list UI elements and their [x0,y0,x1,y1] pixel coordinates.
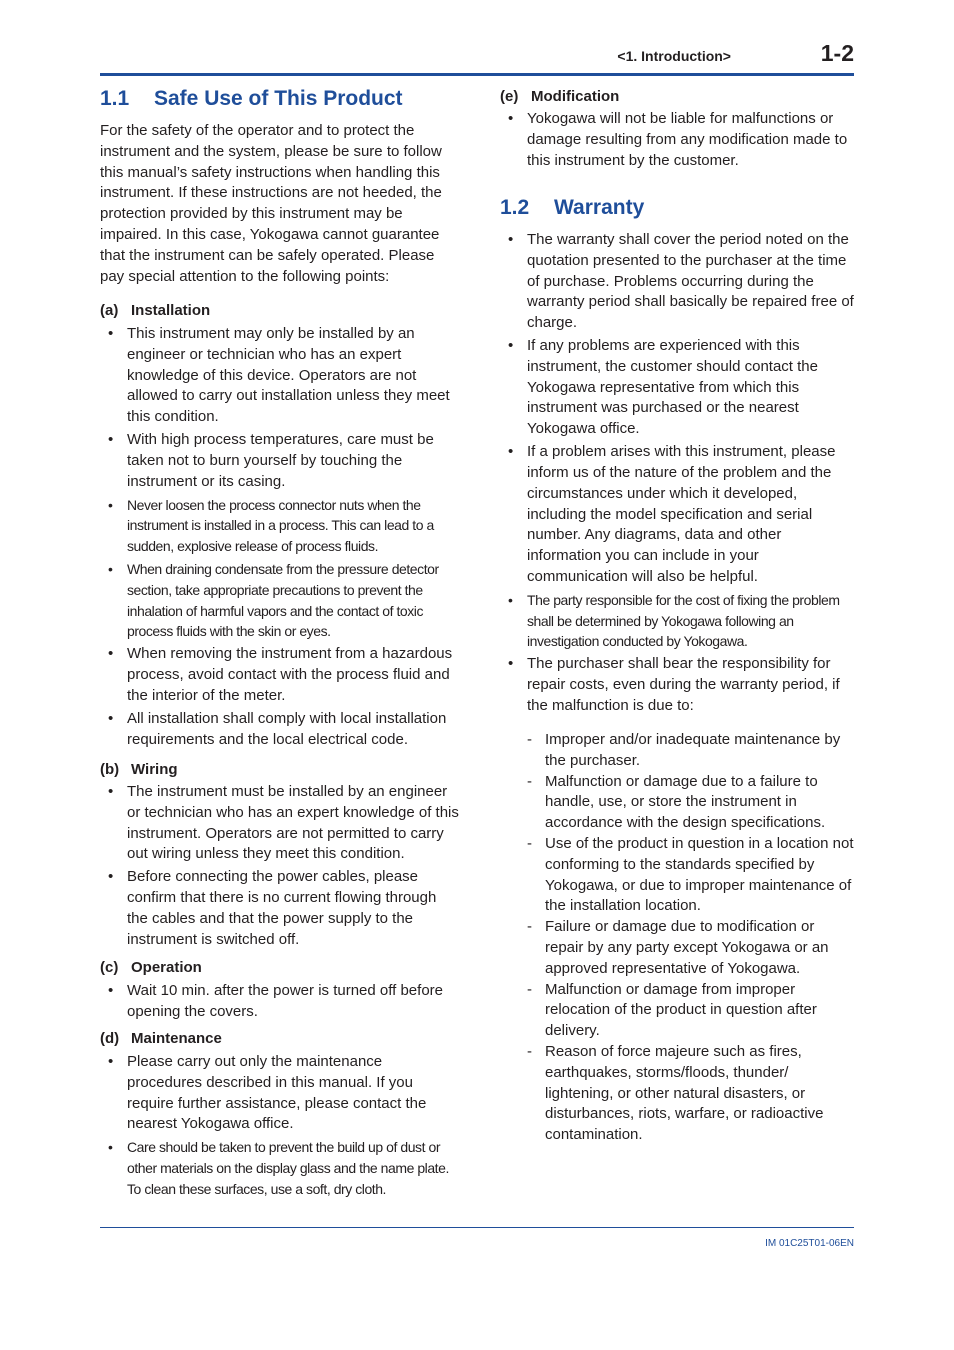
list-item: • Before connecting the power cables, please confirm that there is no current flowing through the cables and that the power supply to the instrument is switched off. [108,868,437,948]
subheading-label: (e) [500,88,519,105]
list-item: - Malfunction or damage due to a failure to handle, use, or store the instrument in accordance with the design specifications. [527,772,826,832]
footer-rule [100,1227,854,1228]
list-item: • Wait 10 min. after the power is turned off before opening the covers. [108,982,443,1020]
section-number: 1.1 [100,87,130,110]
list-item-text: If a problem arises with this instrument, please inform us of the nature of the problem and the circumstances under which it developed, including the model specification and serial number. Any diagrams, data and other information you can include in your communication will also be helpful. [527,443,836,585]
maintenance-list [100,1052,460,1202]
list-item-text: Wait 10 min. after the power is turned off before opening the covers. [127,982,443,1020]
subheading-modification [500,88,619,105]
list-item: • Please carry out only the maintenance procedures described in this manual. If you require further assistance, please contact the nearest Yokogawa office. [108,1053,427,1133]
list-item: • When draining condensate from the pressure detector section, take appropriate precautions to prevent the inhalation of harmful vapors and the contact of toxic process fluids with the skin or eyes. [108,561,439,640]
list-item-text: The purchaser shall bear the responsibility for repair costs, even during the warranty period, if the malfunction is due to: [527,655,840,714]
list-item: - Malfunction or damage from improper relocation of the product in question after delivery. [527,980,817,1040]
list-item: • The party responsible for the cost of fixing the problem shall be determined by Yokogawa following an investigation conducted by Yokogawa. [508,591,840,650]
section-title: Safe Use of This Product [154,87,403,110]
list-item-text: Use of the product in question in a location not conforming to the standards specified by Yokogawa, or due to improper maintenance of the installation location. [545,834,854,915]
warranty-list [500,230,854,719]
subheading-label: (c) [100,959,119,976]
list-item: • With high process temperatures, care must be taken not to burn yourself by touching the instrument or its casing. [108,431,434,490]
list-item-text: Malfunction or damage from improper relocation of the product in question after delivery. [545,980,817,1040]
subheading-title: Installation [131,302,211,319]
list-item: • Care should be taken to prevent the build up of dust or other materials on the display glass and the name plate. To clean these surfaces, use a soft, dry cloth. [108,1139,449,1197]
subheading-maintenance [100,1030,222,1047]
list-item: • All installation shall comply with local installation requirements and the local electrical code. [108,709,447,748]
header-rule [100,73,854,76]
subheading-title: Maintenance [131,1030,222,1047]
safety-intro-paragraph: For the safety of the operator and to protect the instrument and the system, please be sure to follow this manual’s safety instructions when handling this instrument. If these instructions are not heeded, the protection provided by this instrument may be impaired. In this case, Yokogawa cannot guarantee that the instrument can be safely operated. Please pay special attention to the following points: [100,122,442,285]
list-item: • The instrument must be installed by an engineer or technician who has an expert knowledge of this instrument. Operators are not permitted to carry out wiring unless they meet this condition. [108,783,459,863]
installation-list [100,324,460,753]
list-item-text: With high process temperatures, care must be taken not to burn yourself by touching the instrument or its casing. [127,431,434,490]
list-item-text: Malfunction or damage due to a failure to handle, use, or store the instrument in accordance with the design specifications. [545,772,826,832]
section-heading-warranty [500,196,644,220]
list-item: - Improper and/or inadequate maintenance by the purchaser. [527,731,841,769]
list-item: • If a problem arises with this instrument, please inform us of the nature of the problem and the circumstances under which it developed, including the model specification and serial number. Any diagrams, data and other information you can include in your communication will also be helpful. [508,443,836,585]
subheading-installation [100,302,210,319]
section-title: Warranty [554,196,645,219]
list-item-text: When removing the instrument from a hazardous process, avoid contact with the process fluid and the interior of the meter. [127,645,453,704]
page-number: 1-2 [820,40,854,66]
section-number: 1.2 [500,196,530,219]
list-item-text: Please carry out only the maintenance procedures described in this manual. If you require further assistance, please contact the nearest Yokogawa office. [127,1053,427,1133]
list-item-text: Improper and/or inadequate maintenance by the purchaser. [545,731,841,769]
subheading-operation [100,959,202,976]
subheading-wiring [100,761,178,778]
list-item: • When removing the instrument from a hazardous process, avoid contact with the process fluid and the interior of the meter. [108,645,453,704]
list-item-text: If any problems are experienced with this instrument, the customer should contact the Yokogawa representative from which this instrument was purchased or the nearest Yokogawa office. [527,337,818,438]
subheading-title: Wiring [131,761,178,778]
list-item: • This instrument may only be installed by an engineer or technician who has an expert knowledge of this device. Operators are not allowed to carry out installation unless they meet this condition. [108,325,450,426]
subheading-title: Operation [131,959,202,976]
list-item-text: Never loosen the process connector nuts when the instrument is installed in a process. This can lead to a sudden, explosive release of process fluids. [127,496,434,555]
list-item-text: All installation shall comply with local installation requirements and the local electrical code. [127,709,447,748]
list-item: • Never loosen the process connector nuts when the instrument is installed in a process. This can lead to a sudden, explosive release of process fluids. [108,496,434,555]
subheading-label: (b) [100,761,120,778]
running-header-chapter: <1. Introduction> [617,48,731,64]
list-item-text: Care should be taken to prevent the build up of dust or other materials on the display glass and the name plate. To clean these surfaces, use a soft, dry cloth. [127,1139,449,1197]
list-item-text: Failure or damage due to modification or repair by any party except Yokogawa or an approved representative of Yokogawa. [545,918,829,977]
warranty-exclusions-list [527,730,854,1146]
operation-list [100,981,460,1025]
list-item-text: When draining condensate from the pressure detector section, take appropriate precautions to prevent the inhalation of harmful vapors and the contact of toxic process fluids with the skin or eyes. [127,561,439,640]
list-item-text: Reason of force majeure such as fires, earthquakes, storms/floods, thunder/ lightening, or other natural disasters, or disturbances, riots, warfare, or radioactive contamination. [545,1042,824,1144]
wiring-list [100,782,460,953]
list-item-text: This instrument may only be installed by an engineer or technician who has an expert knowledge of this device. Operators are not allowed to carry out installation unless they meet this condition. [127,325,450,426]
list-item: • The purchaser shall bear the responsibility for repair costs, even during the warranty period, if the malfunction is due to: [508,655,840,714]
list-item: • If any problems are experienced with this instrument, the customer should contact the Yokogawa representative from which this instrument was purchased or the nearest Yokogawa office. [508,337,818,438]
list-item-text: Yokogawa will not be liable for malfunctions or damage resulting from any modification made to this instrument by the customer. [527,110,848,169]
document-id: IM 01C25T01-06EN [765,1238,854,1249]
list-item: • Yokogawa will not be liable for malfunctions or damage resulting from any modification made to this instrument by the customer. [508,110,848,169]
modification-list [500,109,854,173]
subheading-title: Modification [531,88,620,105]
list-item: - Use of the product in question in a location not conforming to the standards specified by Yokogawa, or due to improper maintenance of the installation location. [527,834,854,915]
subheading-label: (a) [100,302,119,319]
list-item-text: The party responsible for the cost of fixing the problem shall be determined by Yokogawa following an investigation conducted by Yokogawa. [527,591,840,650]
list-item: • The warranty shall cover the period noted on the quotation presented to the purchaser at the time of purchase. Problems occurring during the warranty period shall basically be repaired free of charge. [508,231,854,332]
list-item: - Failure or damage due to modification or repair by any party except Yokogawa or an approved representative of Yokogawa. [527,918,829,977]
list-item: - Reason of force majeure such as fires, earthquakes, storms/floods, thunder/ lightening, or other natural disasters, or disturbances, riots, warfare, or radioactive contamination. [527,1042,824,1144]
section-heading-safe-use [100,87,403,111]
list-item-text: The instrument must be installed by an engineer or technician who has an expert knowledge of this instrument. Operators are not permitted to carry out wiring unless they meet this condition. [127,783,459,863]
subheading-label: (d) [100,1030,120,1047]
list-item-text: The warranty shall cover the period noted on the quotation presented to the purchaser at the time of purchase. Problems occurring during the warranty period shall basically be repaired free of charge. [527,231,854,332]
list-item-text: Before connecting the power cables, please confirm that there is no current flowing through the cables and that the power supply to the instrument is switched off. [127,868,437,948]
